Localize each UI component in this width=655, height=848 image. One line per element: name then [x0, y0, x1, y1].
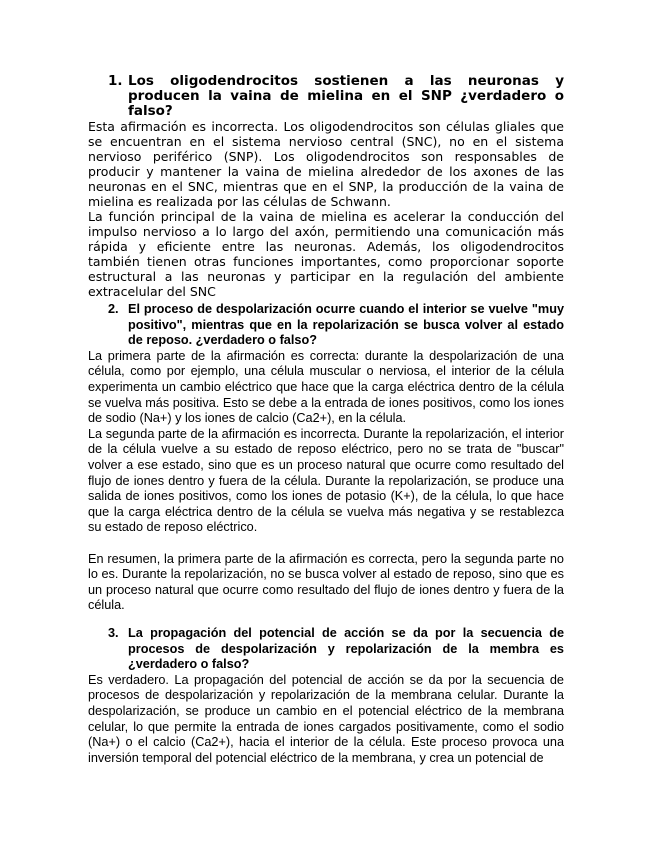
answer-paragraph: La segunda parte de la afirmación es incorrecta. Durante la repolarización, el interior de la célula vuelve a su estado de reposo eléctrico, pero no se trata de "buscar" volver a ese estado, sino que es un proceso natural que ocurre como resultado del flujo de iones dentro y fuera de la célula. Durante la repolarización, se produce una salida de iones positivos, como los iones de potasio (K+), de la célula, lo que hace que la carga eléctrica dentro de la célula se vuelva más negativa y se restablezca su estado de reposo eléctrico.: [88, 426, 564, 535]
answer-paragraph: Es verdadero. La propagación del potencial de acción se da por la secuencia de procesos de despolarización y repolarización de la membrana celular. Durante la despolarización, se produce un cambio en el potencial eléctrico de la membrana celular, lo que permite la entrada de iones cargados positivamente, como el sodio (Na+) o el calcio (Ca2+), hacia el interior de la célula. Este proceso provoca una inversión temporal del potencial eléctrico de la membrana, y crea un potencial de: [88, 672, 564, 765]
question-number: 2.: [108, 302, 119, 316]
question-text: La propagación del potencial de acción se da por la secuencia de procesos de despolarización y repolarización de la membra es ¿verdadero o falso?: [128, 626, 564, 672]
question-number: 1.: [108, 73, 123, 89]
question-3-heading: [88, 626, 564, 673]
question-2-heading: [88, 302, 564, 349]
question-text: Los oligodendrocitos sostienen a las neuronas y producen la vaina de mielina en el SNP ¿verdadero o falso?: [128, 73, 564, 119]
answer-paragraph: Esta afirmación es incorrecta. Los oligodendrocitos son células gliales que se encuentran en el sistema nervioso central (SNC), no en el sistema nervioso periférico (SNP). Los oligodendrocitos son responsables de producir y mantener la vaina de mielina alrededor de los axones de las neuronas en el SNC, mientras que en el SNP, la producción de la vaina de mielina es realizada por las células de Schwann.: [88, 119, 564, 209]
question-text: El proceso de despolarización ocurre cuando el interior se vuelve "muy positivo", mientras que en la repolarización se busca volver al estado de reposo. ¿verdadero o falso?: [128, 302, 564, 348]
question-number: 3.: [108, 626, 119, 640]
answer-paragraph: La primera parte de la afirmación es correcta: durante la despolarización de una célula, como por ejemplo, una célula muscular o nerviosa, el interior de la célula experimenta un cambio eléctrico que hace que la carga eléctrica dentro de la célula se vuelva más positiva. Esto se debe a la entrada de iones positivos, como los iones de sodio (Na+) y los iones de calcio (Ca2+), en la célula.: [88, 348, 564, 426]
question-1-heading: [88, 74, 564, 119]
section-2: [88, 302, 564, 614]
section-3: [88, 626, 564, 766]
paragraph-spacer: [88, 536, 564, 552]
answer-paragraph: La función principal de la vaina de mielina es acelerar la conducción del impulso nervioso a lo largo del axón, permitiendo una comunicación más rápida y eficiente entre las neuronas. Además, los oligodendrocitos también tienen otras funciones importantes, como proporcionar soporte estructural a las neuronas y participar en la regulación del ambiente extracelular del SNC: [88, 209, 564, 299]
section-1: [88, 74, 564, 299]
answer-paragraph: En resumen, la primera parte de la afirmación es correcta, pero la segunda parte no lo es. Durante la repolarización, no se busca volver al estado de reposo, sino que es un proceso natural que ocurre como resultado del flujo de iones dentro y fuera de la célula.: [88, 551, 564, 613]
